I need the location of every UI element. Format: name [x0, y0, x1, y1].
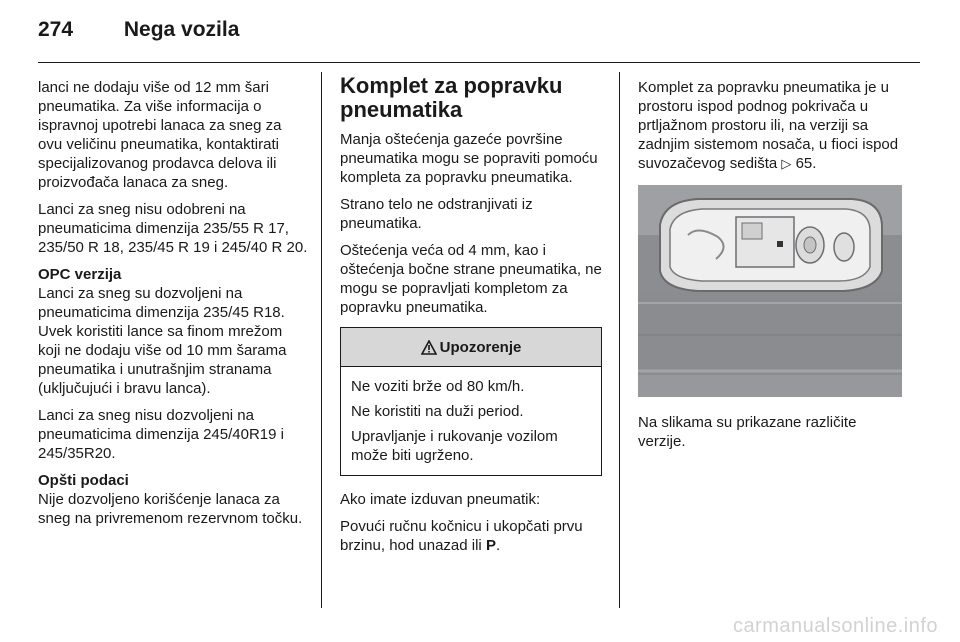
column-1 [38, 78, 308, 536]
column-3 [638, 78, 902, 459]
paragraph: Manja oštećenja gazeće površine pneumatika mogu se popraviti pomoću kompleta za popravku pneumatika. [340, 131, 598, 186]
warning-item: Ne koristiti na duži period. [351, 403, 524, 420]
warning-box [340, 327, 602, 476]
header-divider [38, 62, 920, 63]
warning-item: Upravljanje i rukovanje vozilom može biti ugrženo. [351, 428, 558, 464]
paragraph: Lanci za sneg nisu dozvoljeni na pneumaticima dimenzija 245/40R19 i 245/35R20. [38, 407, 284, 462]
page-title: Nega vozila [123, 18, 240, 41]
paragraph-text: Povući ručnu kočnicu i ukopčati prvu brzinu, hod unazad ili [340, 518, 583, 554]
column-divider-1 [321, 72, 322, 608]
opc-heading: OPC verzija [38, 266, 122, 283]
general-heading: Opšti podaci [38, 472, 129, 489]
paragraph: lanci ne dodaju više od 12 mm šari pneumatika. Za više informacija o ispravnoj upotrebi lanaca za sneg za ovu veličinu pneumatika, kontaktirati specijalizovanog prodavca delova ili proizvođača lanaca za sneg. [38, 79, 282, 191]
tire-repair-kit-illustration [638, 185, 902, 397]
warning-item: Ne voziti brže od 80 km/h. [351, 378, 525, 395]
page-number: 274 [38, 18, 74, 41]
paragraph: Lanci za sneg nisu odobreni na pneumaticima dimenzija 235/55 R 17, 235/50 R 18, 235/45 R 19 i 245/40 R 20. [38, 201, 308, 256]
paragraph: Na slikama su prikazane različite verzije. [638, 414, 857, 450]
paragraph-text: Komplet za popravku pneumatika je u prostoru ispod podnog pokrivača u prtljažnom prostoru ili, na verziji sa zadnjim sistemom nosača, u fioci ispod suvozačevog sedišta [638, 79, 899, 172]
warning-body [341, 367, 601, 475]
gear-p-label: P [485, 537, 496, 554]
column-divider-2 [619, 72, 620, 608]
paragraph-end: . [495, 537, 501, 554]
warning-title: Upozorenje [439, 338, 522, 356]
paragraph: Nije dozvoljeno korišćenje lanaca za sneg na privremenom rezervnom točku. [38, 491, 303, 527]
column-2 [340, 74, 602, 563]
page-reference: 65. [795, 155, 817, 172]
paragraph: Oštećenja veća od 4 mm, kao i oštećenja bočne strane pneumatika, ne mogu se popravljati kompletom za popravku pneumatika. [340, 242, 602, 316]
paragraph [340, 517, 602, 555]
page-header [38, 18, 239, 48]
paragraph: Lanci za sneg su dozvoljeni na pneumaticima dimenzija 235/45 R18. Uvek koristiti lance sa finom mrežom koji ne dodaju više od 10 mm šarama pneumatika i unutrašnjim stranama (uključujući i bravu lanca). [38, 285, 287, 397]
warning-triangle-icon [421, 340, 437, 355]
section-title: Komplet za popravku pneumatika [340, 73, 563, 122]
trunk-photo [638, 185, 902, 397]
warning-header [341, 328, 601, 367]
paragraph [638, 78, 902, 173]
paragraph: Strano telo ne odstranjivati iz pneumatika. [340, 196, 533, 232]
triangle-reference-icon: ▷ [781, 156, 792, 171]
paragraph: Ako imate izduvan pneumatik: [340, 491, 541, 508]
watermark: carmanualsonline.info [732, 615, 938, 637]
